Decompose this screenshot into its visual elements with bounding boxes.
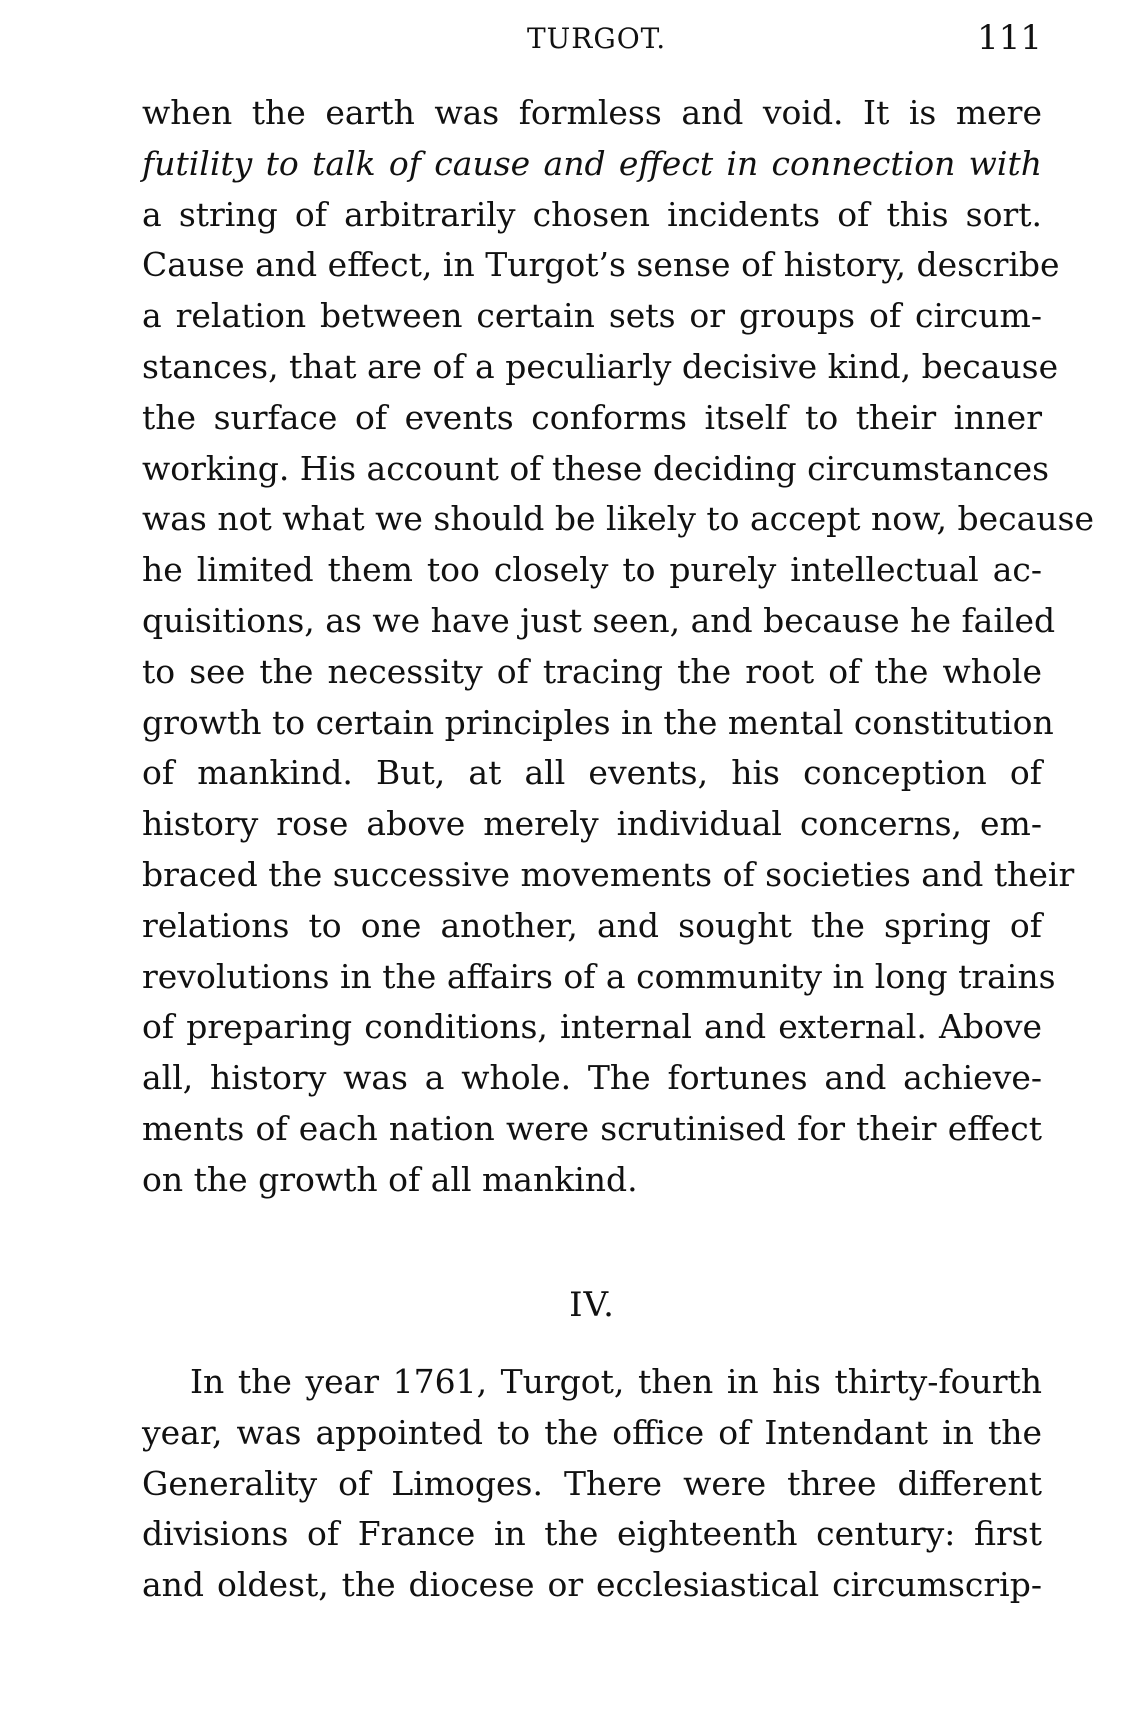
text-line: relations to one another, and sought the spring of xyxy=(142,905,1042,945)
text-line: when the earth was formless and void. It is mere xyxy=(142,93,1042,132)
italic-text: futility to talk of cause and effect in connection with xyxy=(142,143,1042,183)
text-line: braced the successive movements of societies and their xyxy=(142,854,1075,894)
text-line: was not what we should be likely to accept now, because xyxy=(142,499,1094,539)
text-line: of mankind. But, at all events, his conception of xyxy=(142,753,1042,793)
text-line: of preparing conditions, internal and external. Above xyxy=(142,1007,1042,1047)
text-line: history rose above merely individual concerns, em- xyxy=(142,804,1042,844)
section-heading: IV. xyxy=(569,1285,615,1325)
text-line: Cause and effect, in Turgot’s sense of history, describe xyxy=(142,245,1060,285)
text-line: revolutions in the affairs of a community in long trains xyxy=(142,956,1056,996)
paragraph-continued xyxy=(142,88,1094,1206)
text-line: all, history was a whole. The fortunes and achieve- xyxy=(142,1058,1042,1098)
text-line: working. His account of these deciding circumstances xyxy=(142,448,1050,488)
text-line: year, was appointed to the office of Intendant in the xyxy=(142,1412,1042,1452)
running-head xyxy=(142,18,1042,62)
text-line: divisions of France in the eighteenth century: first xyxy=(142,1514,1042,1554)
text-line xyxy=(142,139,1042,190)
text-line: ments of each nation were scrutinised for their effect xyxy=(142,1108,1042,1148)
text-line: he limited them too closely to purely intellectual ac- xyxy=(142,550,1042,590)
text-line: stances, that are of a peculiarly decisive kind, because xyxy=(142,346,1059,386)
text-line: In the year 1761, Turgot, then in his thirty-fourth xyxy=(190,1362,1042,1401)
text-line: on the growth of all mankind. xyxy=(142,1159,638,1199)
section-paragraph xyxy=(142,1357,1042,1611)
page-number: 111 xyxy=(977,18,1042,58)
text-line: the surface of events conforms itself to their inner xyxy=(142,397,1042,437)
text-line: and oldest, the diocese or ecclesiastical circumscrip- xyxy=(142,1565,1042,1605)
text-line: Generality of Limoges. There were three different xyxy=(142,1463,1042,1503)
running-title: TURGOT. xyxy=(527,22,667,55)
text-line: to see the necessity of tracing the root of the whole xyxy=(142,651,1042,691)
text-line: a string of arbitrarily chosen incidents of this sort. xyxy=(142,194,1042,234)
text-line: a relation between certain sets or groups of circum- xyxy=(142,296,1042,336)
text-line: quisitions, as we have just seen, and because he failed xyxy=(142,600,1056,640)
text-line: growth to certain principles in the mental constitution xyxy=(142,702,1054,742)
